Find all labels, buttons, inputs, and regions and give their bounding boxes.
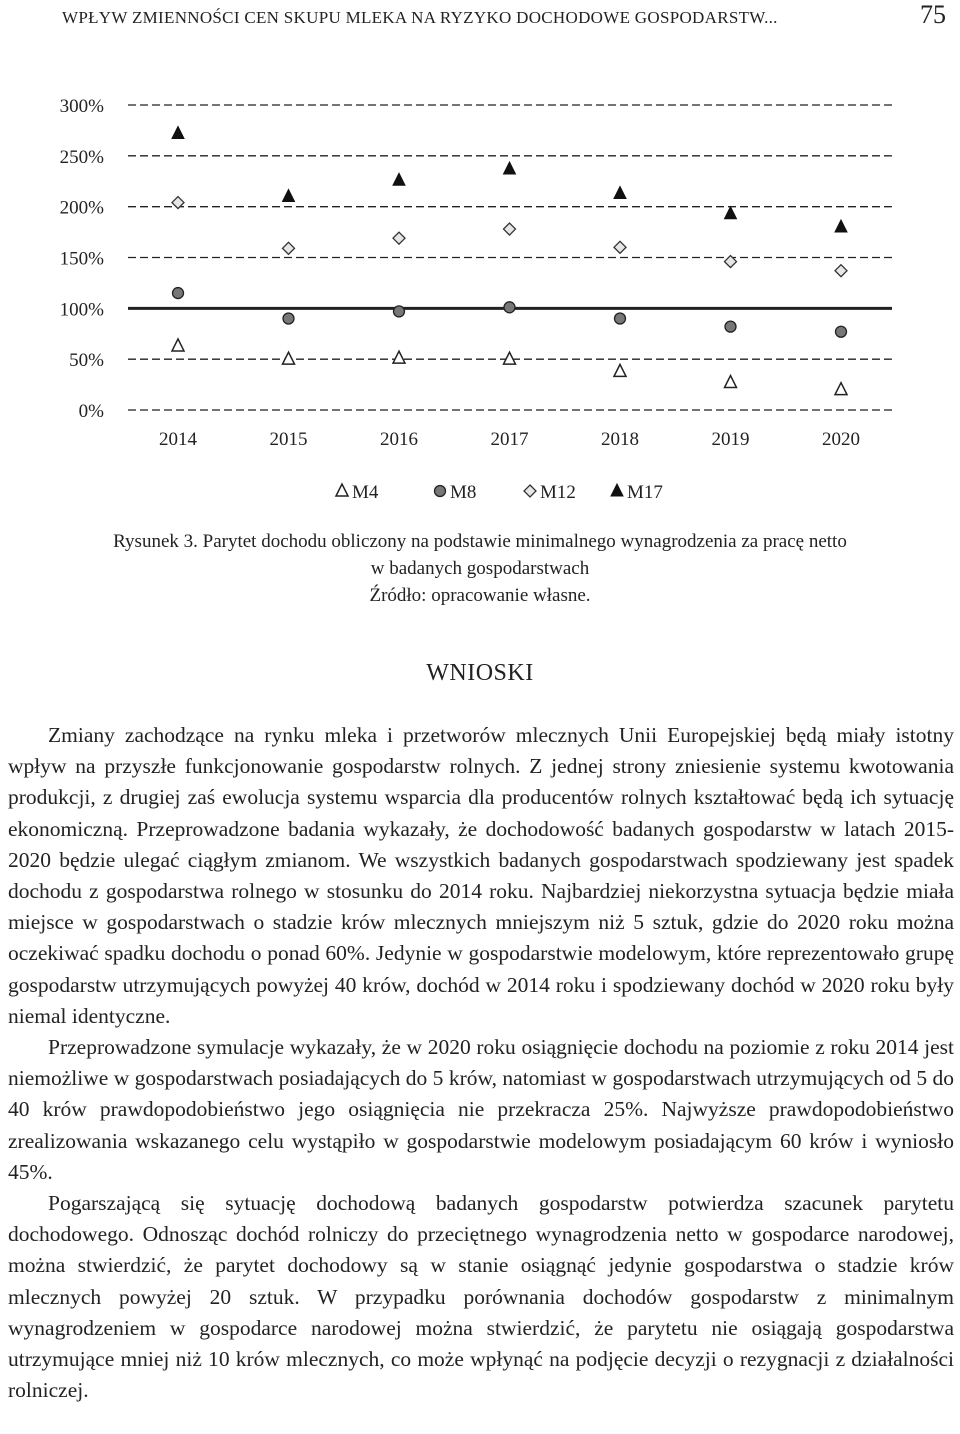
data-point-m12 — [393, 232, 405, 244]
data-point-m8 — [394, 306, 405, 317]
data-point-m8 — [173, 288, 184, 299]
y-tick-label: 200% — [59, 197, 104, 219]
legend-marker-m12 — [524, 485, 536, 497]
data-point-m8 — [836, 326, 847, 337]
data-point-m12 — [504, 223, 516, 235]
paragraph: Przeprowadzone symulacje wykazały, że w 2020 roku osiągnięcie dochodu na poziomie z roku 2014 jest niemożliwe w gospodarstwach posiadających do 5 krów, natomiast w gospodarstwach utrzymujących od 5 do 40 krów prawdopodobieństwo jego osiągnięcia nie przekracza 25%. Najwyższe prawdopodobieństwo zrealizowania wskazanego celu wystąpiło w gospodarstwie modelowym posiadającym 60 krów i wyniosło 45%. — [8, 1035, 954, 1184]
y-tick-label: 0% — [78, 401, 104, 422]
figure-caption — [0, 528, 960, 609]
data-point-m17 — [283, 190, 295, 202]
data-point-m17 — [172, 126, 184, 138]
x-tick-label: 2014 — [159, 429, 197, 450]
legend-marker-m4 — [336, 484, 348, 496]
data-point-m4 — [172, 339, 184, 351]
page-number: 75 — [920, 0, 946, 29]
legend-label: M17 — [627, 482, 663, 503]
legend-marker-m8 — [435, 486, 446, 497]
x-tick-label: 2015 — [269, 429, 308, 450]
y-tick-label: 250% — [59, 146, 104, 168]
data-point-m8 — [615, 313, 626, 324]
data-point-m8 — [725, 321, 736, 332]
x-tick-label: 2017 — [490, 429, 529, 450]
caption-source: Źródło: opracowanie własne. — [369, 585, 591, 606]
body-text — [8, 720, 954, 1406]
data-point-m17 — [835, 220, 847, 232]
data-point-m17 — [725, 207, 737, 219]
data-point-m8 — [283, 313, 294, 324]
income-parity-chart — [0, 60, 960, 520]
data-point-m8 — [504, 302, 515, 313]
x-tick-label: 2016 — [380, 429, 418, 450]
x-tick-label: 2020 — [822, 429, 860, 450]
y-tick-label: 100% — [59, 299, 104, 321]
data-point-m12 — [835, 265, 847, 277]
x-tick-label: 2019 — [711, 429, 750, 450]
caption-line-2: w badanych gospodarstwach — [370, 558, 590, 579]
data-point-m17 — [614, 186, 626, 198]
data-point-m17 — [393, 173, 405, 185]
paragraph: Zmiany zachodzące na rynku mleka i przetworów mlecznych Unii Europejskiej będą miały istotny wpływ na przyszłe funkcjonowanie gospodarstw rolnych. Z jednej strony zniesienie systemu kwotowania produkcji, z drugiej zaś ewolucja systemu wsparcia dla producentów rolnych kształtować będą ich sytuację ekonomiczną. Przeprowadzone badania wykazały, że dochodowość badanych gospodarstw w latach 2015-2020 będzie ulegać ciągłym zmianom. We wszystkich badanych gospodarstwach spodziewany jest spadek dochodu z gospodarstwa rolnego w stosunku do 2014 roku. Najbardziej niekorzystna sytuacja będzie miała miejsce w gospodarstwach o stadzie krów mlecznych mniejszym niż 5 sztuk, gdzie do 2020 roku można oczekiwać spadku dochodu o ponad 60%. Jedynie w gospodarstwie modelowym, które reprezentowało grupę gospodarstw utrzymujących powyżej 40 krów, dochód w 2014 roku i spodziewany dochód w 2020 roku były niemal identyczne. — [8, 723, 954, 1028]
paragraph: Pogarszającą się sytuację dochodową badanych gospodarstw potwierdza szacunek parytetu dochodowego. Odnosząc dochód rolniczy do przeciętnego wynagrodzenia netto w gospodarce narodowej, można stwierdzić, że parytet dochodowy są w stanie osiągnąć jedynie gospodarstwa o stadzie krów mlecznych powyżej 20 sztuk. W przypadku porównania dochodów gospodarstw z minimalnym wynagrodzeniem w gospodarce narodowej można stwierdzić, że parytetu nie osiągają gospodarstwa utrzymujące mniej niż 10 krów mlecznych, co może wpłynąć na podjęcie decyzji o rezygnacji z działalności rolniczej. — [8, 1191, 954, 1403]
legend-label: M4 — [352, 482, 379, 503]
running-title: WPŁYW ZMIENNOŚCI CEN SKUPU MLEKA NA RYZYKO DOCHODOWE GOSPODARSTW... — [62, 8, 778, 27]
page-header — [42, 2, 952, 36]
legend-label: M8 — [450, 482, 477, 503]
data-point-m12 — [283, 242, 295, 254]
caption-line-1: Rysunek 3. Parytet dochodu obliczony na podstawie minimalnego wynagrodzenia za pracę netto — [113, 531, 847, 552]
data-point-m4 — [504, 352, 516, 364]
data-point-m4 — [283, 352, 295, 364]
y-tick-label: 50% — [69, 350, 104, 372]
y-tick-label: 150% — [59, 248, 104, 270]
data-point-m4 — [393, 351, 405, 363]
section-title: WNIOSKI — [426, 660, 534, 686]
legend-label: M12 — [540, 482, 576, 503]
data-point-m17 — [504, 162, 516, 174]
data-point-m4 — [835, 383, 847, 395]
y-tick-label: 300% — [59, 96, 104, 117]
x-tick-label: 2018 — [601, 429, 639, 450]
data-point-m4 — [725, 376, 737, 388]
data-point-m4 — [614, 364, 626, 376]
legend-marker-m17 — [611, 484, 623, 496]
data-point-m12 — [614, 241, 626, 253]
